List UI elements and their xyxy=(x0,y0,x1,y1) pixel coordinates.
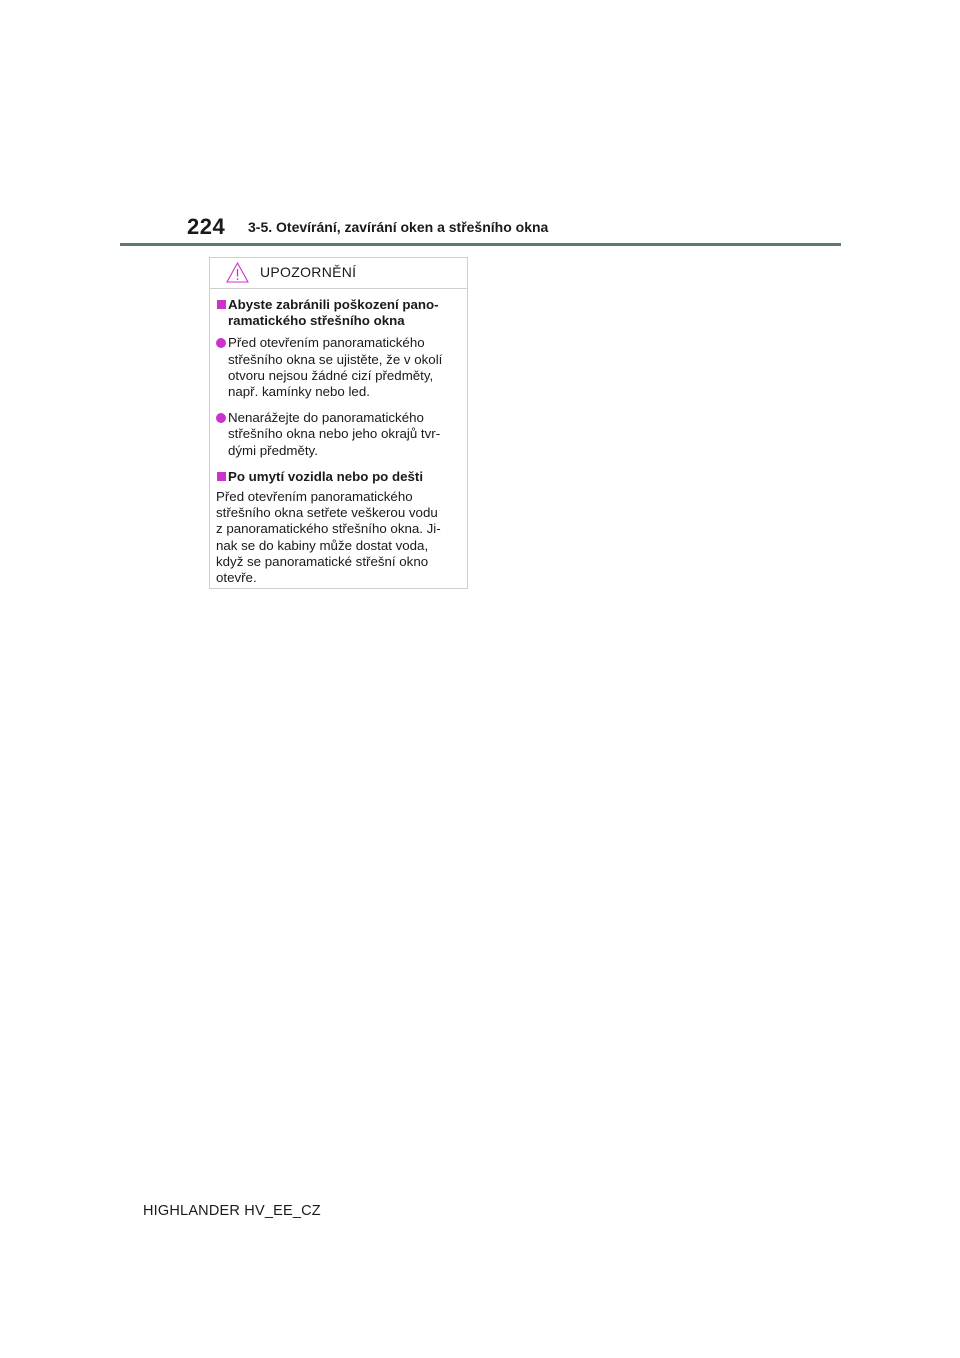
section-title: 3-5. Otevírání, zavírání oken a střešního okna xyxy=(248,219,549,235)
warning-title: UPOZORNĚNÍ xyxy=(260,264,357,280)
heading-line: Abyste zabránili poškození pano- xyxy=(228,297,439,312)
paragraph-line: Před otevřením panoramatického xyxy=(216,489,413,505)
bullet-line: střešního okna nebo jeho okrajů tvr- xyxy=(228,426,441,442)
bullet-line: střešního okna se ujistěte, že v okolí xyxy=(228,351,443,367)
bullet-item xyxy=(216,335,461,400)
square-bullet-icon xyxy=(217,300,226,309)
round-bullet-icon xyxy=(216,338,226,348)
paragraph-line: otevře. xyxy=(216,570,257,586)
bullet-line: Před otevřením panoramatického xyxy=(228,335,425,351)
square-bullet-icon xyxy=(217,472,226,481)
warning-triangle-icon xyxy=(226,262,249,283)
sub-heading-roof-damage xyxy=(216,297,461,329)
round-bullet-icon xyxy=(216,413,226,423)
warning-box xyxy=(209,257,468,589)
paragraph-line: když se panoramatické střešní okno xyxy=(216,553,429,569)
bullet-item xyxy=(216,410,461,459)
paragraph xyxy=(216,489,461,586)
bullet-line: Nenarážejte do panoramatického xyxy=(228,410,424,426)
bullet-line: otvoru nejsou žádné cizí předměty, xyxy=(228,367,434,383)
paragraph-line: z panoramatického střešního okna. Ji- xyxy=(216,521,441,537)
heading-line: ramatického střešního okna xyxy=(228,313,405,329)
heading-line: Po umytí vozidla nebo po dešti xyxy=(228,468,424,484)
paragraph-line: nak se do kabiny může dostat voda, xyxy=(216,537,429,553)
paragraph-line: střešního okna setřete veškerou vodu xyxy=(216,505,438,521)
header-rule xyxy=(120,243,841,246)
warning-header xyxy=(210,258,467,289)
bullet-line: dými předměty. xyxy=(228,442,318,458)
bullet-line: např. kamínky nebo led. xyxy=(228,384,370,400)
warning-body xyxy=(210,289,467,586)
page-number: 224 xyxy=(187,214,226,239)
sub-heading-after-wash xyxy=(216,469,461,485)
footer-label: HIGHLANDER HV_EE_CZ xyxy=(143,1203,321,1219)
